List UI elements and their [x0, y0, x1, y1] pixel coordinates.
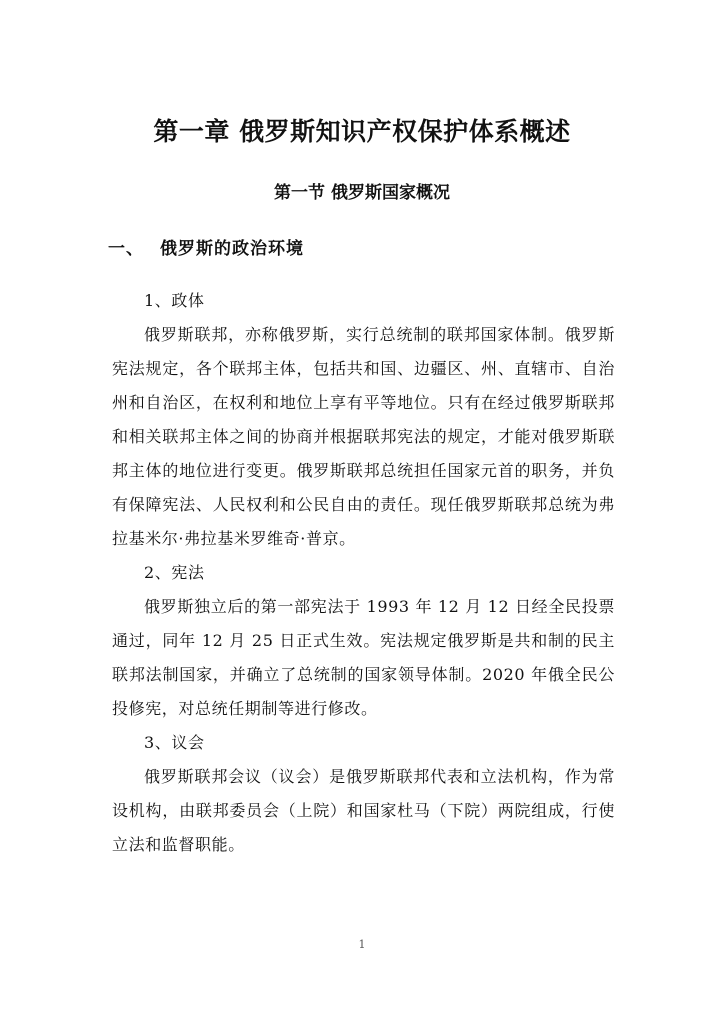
chapter-title: 第一章 俄罗斯知识产权保护体系概述: [153, 117, 571, 146]
subsection-heading-2: 2、宪法: [144, 563, 205, 582]
paragraph-1: 俄罗斯联邦，亦称俄罗斯，实行总统制的联邦国家体制。俄罗斯宪法规定，各个联邦主体，包括共和国、边疆区、州、直辖市、自治州和自治区，在权利和地位上享有平等地位。只有在经过俄罗斯联邦和相关联邦主体之间的协商并根据联邦宪法的规定，才能对俄罗斯联邦主体的地位进行变更。俄罗斯联邦总统担任国家元首的职务，并负有保障宪法、人民权利和公民自由的责任。现任俄罗斯联邦总统为弗拉基米尔·弗拉基米罗维奇·普京。: [112, 325, 615, 548]
paragraph-2: 俄罗斯独立后的第一部宪法于 1993 年 12 月 12 日经全民投票通过，同年 12 月 25 日正式生效。宪法规定俄罗斯是共和制的民主联邦法制国家，并确立了总统制的国家领导体制。2020 年俄全民公投修宪，对总统任期制等进行修改。: [112, 597, 615, 718]
part-heading-number: 一、: [108, 239, 144, 259]
subsection-heading-3: 3、议会: [144, 733, 205, 752]
paragraph-3: 俄罗斯联邦会议（议会）是俄罗斯联邦代表和立法机构，作为常设机构，由联邦委员会（上院）和国家杜马（下院）两院组成，行使立法和监督职能。: [112, 767, 615, 854]
body-text: [112, 284, 615, 862]
part-heading-title: 俄罗斯的政治环境: [160, 239, 304, 259]
section-title: 第一节 俄罗斯国家概况: [274, 183, 450, 203]
subsection-heading-1: 1、政体: [144, 291, 205, 310]
page-number: 1: [358, 938, 366, 951]
